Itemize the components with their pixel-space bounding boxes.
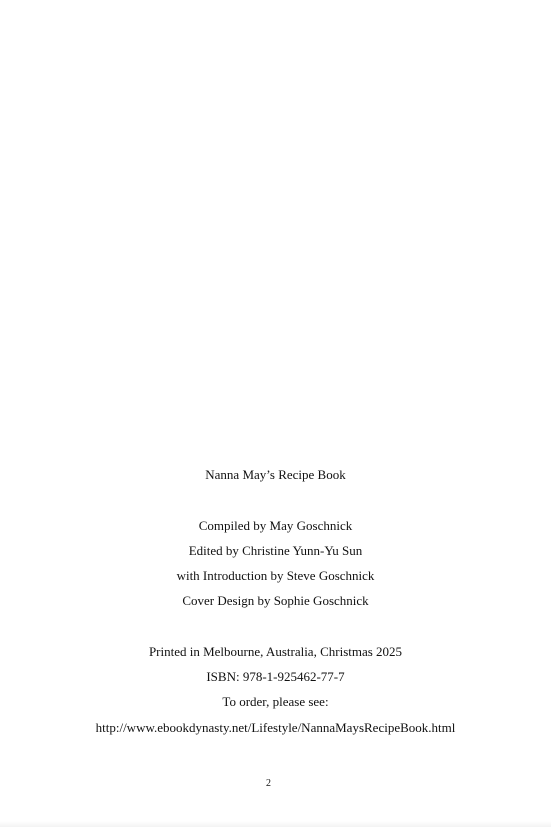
page-number: 2 [266, 778, 271, 789]
book-title: Nanna May’s Recipe Book [205, 467, 346, 482]
cover-design-credit: Cover Design by Sophie Goschnick [182, 593, 369, 608]
page-bottom-edge [0, 821, 551, 827]
printed-location-date: Printed in Melbourne, Australia, Christmas 2025 [148, 644, 403, 659]
isbn-number: ISBN: 978-1-925462-77-7 [206, 669, 345, 684]
order-prompt: To order, please see: [222, 694, 329, 709]
compiled-by-credit: Compiled by May Goschnick [198, 518, 353, 533]
edited-by-credit: Edited by Christine Yunn-Yu Sun [188, 543, 363, 558]
order-url-link[interactable]: http://www.ebookdynasty.net/Lifestyle/NannaMaysRecipeBook.html [95, 720, 456, 735]
introduction-credit: with Introduction by Steve Goschnick [176, 568, 375, 583]
